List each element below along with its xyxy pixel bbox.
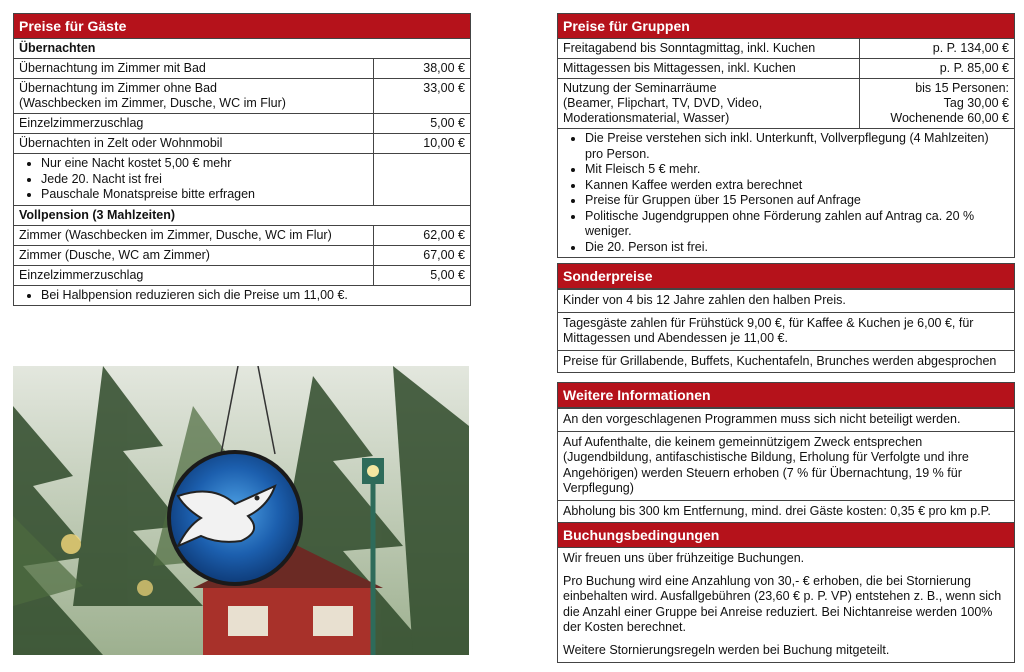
paragraph: Pro Buchung wird eine Anzahlung von 30,- € erhoben, die bei Stornierung einbehalten wird. Ausfallgebühren (23,60 € p. P. VP) entstehen z. B., wenn sich die Anzahl einer Gruppe bei Anreise reduziert. Bei Nichtanreise werden 100% der Kosten berechnet. <box>563 573 1002 634</box>
overnight-notes <box>14 154 374 206</box>
guest-prices-title: Preise für Gäste <box>14 14 470 39</box>
group-prices-box <box>557 13 1015 258</box>
paragraph: Wir freuen uns über frühzeitige Buchungen. <box>563 551 805 565</box>
table-row <box>14 59 470 79</box>
list-item: Auf Aufenthalte, die keinem gemeinnützigem Zweck entsprechen (Jugendbildung, antifaschistische Bildung, Erholung für Verfolgte und ihre Angehörigen) werden Steuern erhoben (7 % für Übernachtung, 19 % für Verpflegung) <box>558 431 1014 500</box>
group-prices-title: Preise für Gruppen <box>558 14 1014 39</box>
list-item: • Pauschale Monatspreise bitte erfragen <box>41 187 368 203</box>
row-label: Nutzung der Seminarräume (Beamer, Flipchart, TV, DVD, Video, Moderationsmaterial, Wasser) <box>558 79 860 129</box>
guest-prices-table <box>14 39 470 305</box>
table-row <box>558 39 1014 59</box>
row-price: 67,00 € <box>374 245 471 265</box>
list-item: • Preise für Gruppen über 15 Personen auf Anfrage <box>585 193 1009 209</box>
list-item: • Kannen Kaffee werden extra berechnet <box>585 178 1009 194</box>
special-prices-box <box>557 263 1015 373</box>
list-item: • Nur eine Nacht kostet 5,00 € mehr <box>41 156 368 172</box>
half-board-note <box>14 285 470 305</box>
row-label: Übernachtung im Zimmer ohne Bad (Waschbecken im Zimmer, Dusche, WC im Flur) <box>14 79 374 114</box>
row-price: 5,00 € <box>374 114 471 134</box>
row-label: Übernachten in Zelt oder Wohnmobil <box>14 134 374 154</box>
list-item: • Politische Jugendgruppen ohne Förderung zahlen auf Antrag ca. 20 % weniger. <box>585 209 1009 240</box>
stained-glass-dove-photo <box>13 366 469 655</box>
list-item: Abholung bis 300 km Entfernung, mind. drei Gäste kosten: 0,35 € pro km p.P. <box>558 500 1014 523</box>
list-item: • Die Preise verstehen sich inkl. Unterkunft, Vollverpflegung (4 Mahlzeiten) pro Person. <box>585 131 1009 162</box>
list-item: • Bei Halbpension reduzieren sich die Preise um 11,00 €. <box>41 288 465 304</box>
paragraph: Weitere Stornierungsregeln werden bei Buchung mitgeteilt. <box>563 642 890 657</box>
photo-illustration <box>13 366 469 655</box>
list-item: Tagesgäste zahlen für Frühstück 9,00 €, für Kaffee & Kuchen je 6,00 €, für Mittagessen und Abendessen je 11,00 €. <box>558 312 1014 350</box>
special-prices-title: Sonderpreise <box>558 264 1014 289</box>
overnight-heading: Übernachten <box>19 41 96 55</box>
row-label: Zimmer (Waschbecken im Zimmer, Dusche, WC im Flur) <box>14 225 374 245</box>
booking-conditions-title: Buchungsbedingungen <box>558 523 1014 548</box>
row-price: 33,00 € <box>374 79 471 114</box>
row-label: Freitagabend bis Sonntagmittag, inkl. Kuchen <box>563 41 816 55</box>
further-info-box <box>557 382 1015 523</box>
table-row <box>14 79 470 114</box>
list-item: An den vorgeschlagenen Programmen muss sich nicht beteiligt werden. <box>558 408 1014 431</box>
row-price: 38,00 € <box>374 59 471 79</box>
further-info-title: Weitere Informationen <box>558 383 1014 408</box>
row-label: Zimmer (Dusche, WC am Zimmer) <box>14 245 374 265</box>
list-item: Preise für Grillabende, Buffets, Kuchentafeln, Brunches werden abgesprochen <box>558 350 1014 373</box>
row-price: 5,00 € <box>374 265 471 285</box>
table-row <box>558 79 1014 129</box>
row-price: p. P. 85,00 € <box>860 59 1015 79</box>
table-row <box>14 225 470 245</box>
row-price: bis 15 Personen: Tag 30,00 € Wochenende 60,00 € <box>860 79 1015 129</box>
table-row <box>14 154 470 206</box>
list-item: • Mit Fleisch 5 € mehr. <box>585 162 1009 178</box>
row-label: Einzelzimmerzuschlag <box>14 265 374 285</box>
table-row <box>558 129 1014 258</box>
row-price: 62,00 € <box>374 225 471 245</box>
row-label: Mittagessen bis Mittagessen, inkl. Kuchen <box>558 59 860 79</box>
table-row <box>14 285 470 305</box>
list-item: • Die 20. Person ist frei. <box>585 240 1009 256</box>
list-item: Kinder von 4 bis 12 Jahre zahlen den halben Preis. <box>558 289 1014 312</box>
group-notes <box>558 129 1014 258</box>
table-row <box>558 59 1014 79</box>
table-row <box>14 265 470 285</box>
guest-prices-box <box>13 13 471 306</box>
group-prices-table <box>558 39 1014 257</box>
table-row <box>14 245 470 265</box>
table-row <box>14 114 470 134</box>
table-row <box>14 134 470 154</box>
row-label: Einzelzimmerzuschlag <box>14 114 374 134</box>
row-price: 10,00 € <box>374 134 471 154</box>
booking-conditions-box <box>557 522 1015 663</box>
row-price: p. P. 134,00 € <box>860 39 1015 59</box>
row-label: Übernachtung im Zimmer mit Bad <box>14 59 374 79</box>
full-board-heading: Vollpension (3 Mahlzeiten) <box>14 205 470 225</box>
list-item: • Jede 20. Nacht ist frei <box>41 172 368 188</box>
